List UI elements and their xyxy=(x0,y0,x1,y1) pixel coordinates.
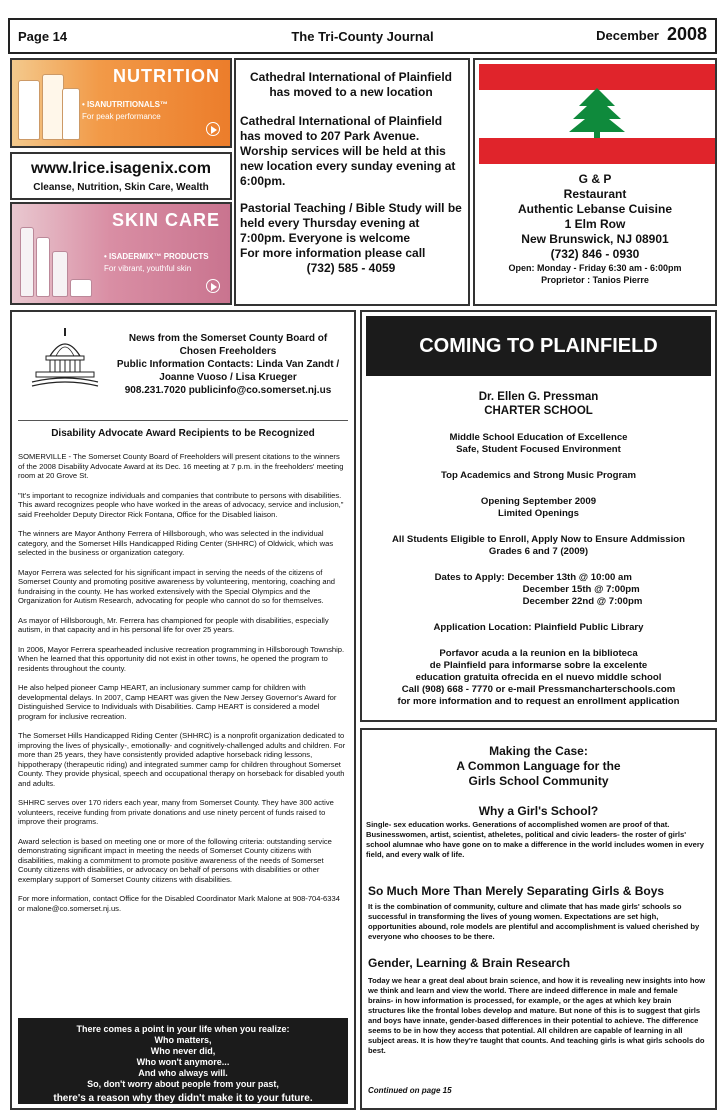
school-description: Middle School Education of Excellence xyxy=(449,432,628,443)
spanish-note: de Plainfield para informarse sobre la excelente xyxy=(429,660,648,671)
cathedral-paragraph: Pastorial Teaching / Bible Study will be held every Thursday evening at 7:00pm. Everyone is welcome xyxy=(240,201,462,245)
article-paragraph: SHHRC serves over 170 riders each year, many from Somerset County. They have 300 active volunteers, receive funding from private donations and use ninety percent of funds raised to improve their programs. xyxy=(18,798,334,826)
section-title: Why a Girl's School? xyxy=(478,804,599,818)
quote-line: There comes a point in your life when you realize: xyxy=(76,1024,290,1034)
spanish-note: education gratuita ofrecida en el nuevo middle school xyxy=(415,672,662,683)
school-openings: Limited Openings xyxy=(497,508,580,519)
quote-line: And who always will. xyxy=(138,1068,228,1078)
heading-line: A Common Language for the xyxy=(456,759,621,773)
lebanon-flag-icon xyxy=(479,64,715,164)
somerset-masthead xyxy=(112,332,344,397)
section-title: So Much More Than Merely Separating Girls & Boys xyxy=(368,884,665,898)
quote-line: Who won't anymore... xyxy=(136,1057,230,1067)
section-body: Today we hear a great deal about brain science, and how it is revealing new insights into how we think and learn and view the world. There are indeed difference in male and female brains- in how information is processed, for example, or the ages at which key brain structures like the frontal lobes develop and mature. But none of this is to suggest that girls and boys have innate, gender-based differences in their potential to achieve. The difference seems to be in how they access that potential. All children are capable of learning in all subject areas. It is how they're taught that counts. And teaching girls is what girls schools do best. xyxy=(368,976,706,1055)
page-number: Page 14 xyxy=(18,29,68,44)
nutrition-ad-product: • ISANUTRITIONALS™ xyxy=(82,100,168,109)
somerset-article xyxy=(10,310,356,1110)
cathedral-headline: Cathedral International of Plainfield has moved to a new location xyxy=(249,70,453,99)
school-opening: Opening September 2009 xyxy=(480,496,597,507)
contact-line: Call (908) 668 - 7770 or e-mail Pressmancharterschools.com xyxy=(401,684,676,695)
product-bottle-icon xyxy=(18,80,40,140)
enrollment-grades: Grades 6 and 7 (2009) xyxy=(488,546,589,557)
charter-details xyxy=(362,390,715,708)
cathedral-paragraph: Cathedral International of Plainfield has moved to 207 Park Avenue. Worship services will be held at this new location every sunday evening at 6:00pm. xyxy=(240,114,456,188)
article-title: Disability Advocate Award Recipients to be Recognized xyxy=(51,428,315,439)
article-paragraph: SOMERVILLE - The Somerset County Board of Freeholders will present citations to the winners of the 2008 Disability Advocate Award at its Dec. 16 meeting at 7 p.m. in the freeholders' meeting room at 20 Grove St. xyxy=(18,452,344,480)
restaurant-city: New Brunswick, NJ 08901 xyxy=(521,232,669,246)
nutrition-ad-tagline: For peak performance xyxy=(82,112,161,121)
product-bottle-icon xyxy=(20,227,34,297)
heading-line: Girls School Community xyxy=(468,774,609,788)
nutrition-ad-heading: NUTRITION xyxy=(113,66,220,86)
article-paragraph: In 2006, Mayor Ferrera spearheaded inclusive recreation programming in Hillsborough Township. When he learned that this opportunity did not exist in other towns, he opened the program to residents throughout the county. xyxy=(18,644,345,673)
product-jar-icon xyxy=(70,279,92,297)
article-paragraph: As mayor of Hillsborough, Mr. Ferrera has championed for people with disabilities, especially autism, in that capacity and in his personal life for over 25 years. xyxy=(18,615,329,634)
isagenix-ad[interactable] xyxy=(10,152,232,200)
spanish-note: Porfavor acuda a la reunion en la biblioteca xyxy=(439,648,638,659)
article-paragraph: He also helped pioneer Camp HEART, an inclusionary summer camp for children with developmental delays. In 2007, Camp HEART was given the New Jersey Governor's Award for Distinguished Service to Individuals with Disabilities. Camp HEART is considered a model program for inclusive recreation. xyxy=(18,683,337,721)
page-header xyxy=(8,18,717,54)
restaurant-details xyxy=(475,172,715,286)
article-paragraph: The winners are Mayor Anthony Ferrera of Hillsborough, who was selected in the individual category, and the Somerset Hills Handicapped Riding Center (SHHRC) of Oldwick, which was selected in the business or organization category. xyxy=(18,529,334,557)
dates-label: Dates to Apply: xyxy=(434,572,505,583)
issue-month: December xyxy=(596,28,659,43)
charter-banner: COMING TO PLAINFIELD xyxy=(366,316,711,376)
enrollment-note: All Students Eligible to Enroll, Apply Now to Ensure Addmission xyxy=(392,534,685,545)
apply-date: December 13th @ 10:00 am xyxy=(507,572,632,583)
skincare-ad-heading: SKIN CARE xyxy=(111,210,220,230)
nutrition-ad[interactable] xyxy=(10,58,232,148)
school-type: CHARTER SCHOOL xyxy=(484,405,593,417)
isagenix-url[interactable]: www.lrice.isagenix.com xyxy=(31,160,211,177)
somerset-board-title: News from the Somerset County Board of Chosen Freeholders xyxy=(128,333,328,357)
skincare-ad-tagline: For vibrant, youthful skin xyxy=(104,264,192,273)
product-bottle-icon xyxy=(42,74,64,140)
product-bottle-icon xyxy=(62,88,80,140)
quote-line: Who never did, xyxy=(150,1046,216,1056)
restaurant-name: G & P xyxy=(578,172,612,186)
quote-box xyxy=(18,1018,348,1104)
cathedral-phone: (732) 585 - 4059 xyxy=(306,261,396,275)
restaurant-hours: Open: Monday - Friday 6:30 am - 6:00pm xyxy=(508,263,682,273)
restaurant-proprietor: Proprietor : Tanios Pierre xyxy=(541,275,649,285)
section-title: Gender, Learning & Brain Research xyxy=(368,956,571,970)
restaurant-street: 1 Elm Row xyxy=(564,217,626,231)
heading-line: Making the Case: xyxy=(489,744,588,758)
skincare-ad[interactable] xyxy=(10,202,232,305)
restaurant-cuisine: Authentic Lebanse Cuisine xyxy=(517,202,673,216)
section-body: It is the combination of community, culture and climate that has made girls' schools so successful in transforming the lives of young women. Expectations are set high, opportunities abound, role models are plentiful and accomplishment is valued cherished by everyone who chooses to be there. xyxy=(368,902,700,941)
apply-dates xyxy=(435,572,643,608)
capitol-dome-icon xyxy=(28,326,102,390)
school-founder: Dr. Ellen G. Pressman xyxy=(478,391,599,403)
somerset-contacts: Public Information Contacts: Linda Van Zandt / Joanne Vuoso / Lisa Krueger xyxy=(116,359,340,383)
isagenix-tagline: Cleanse, Nutrition, Skin Care, Wealth xyxy=(33,182,209,193)
girls-article-heading xyxy=(362,744,715,789)
continued-note[interactable]: Continued on page 15 xyxy=(368,1086,452,1095)
somerset-phone-email: 908.231.7020 publicinfo@co.somerset.nj.us xyxy=(124,385,332,396)
section-body: Single- sex education works. Generations of accomplished women are proof of that. Businesswomen, artist, scientist, atheletes, political and civic leaders- the roster of girls' school alumnae who have gone on to make a difference in the world includes women in every field, and every walk of life. xyxy=(366,820,704,859)
product-bottle-icon xyxy=(36,237,50,297)
issue-year: 2008 xyxy=(666,24,707,44)
school-program: Top Academics and Strong Music Program xyxy=(440,470,637,481)
quote-line: Who matters, xyxy=(154,1035,212,1045)
restaurant-ad xyxy=(473,58,717,306)
article-paragraph: Mayor Ferrera was selected for his significant impact in serving the needs of the citizens of Somerset County and promoting positive awareness by volunteering, mentoring, coaching and fundraising in the county. He has worked extensively with the Special Olympics and the Organization for Autism Research, advocating for people who cannot do so for themselves. xyxy=(18,567,336,605)
article-body xyxy=(18,452,348,923)
quote-last-line: there's a reason why they didn't make it to your future. xyxy=(53,1093,313,1104)
charter-school-ad xyxy=(360,310,717,722)
school-description: Safe, Student Focused Environment xyxy=(456,444,621,455)
apply-date: December 22nd @ 7:00pm xyxy=(522,596,643,607)
article-paragraph: Award selection is based on meeting one or more of the following criteria: outstanding service demonstrating significant impact in meeting the needs of Somerset County citizens with disabilities, making a commitment to promote positive awareness of the needs of Somerset County citizens with disabilities, or advocacy on behalf of persons with disabilities or other exemplary support of Somerset County citizens with disabilities. xyxy=(18,836,332,884)
article-paragraph: The Somerset Hills Handicapped Riding Center (SHHRC) is a nonprofit organization dedicated to improving the lives of physically-, emotionally- and cognitively-challenged adults and children. For more than 25 years, they have consistently provided adaptive horseback riding lessons, hippotherapy (therapeutic riding) and integrated summer camp for children throughout Somerset County. They provide physical, speech and occupational therapy on horseback for disabled youth and adults. xyxy=(18,731,346,788)
product-bottle-icon xyxy=(52,251,68,297)
apply-date: December 15th @ 7:00pm xyxy=(522,584,640,595)
girls-school-article xyxy=(360,728,717,1110)
cathedral-paragraph: For more information please call xyxy=(240,246,426,260)
restaurant-type: Restaurant xyxy=(563,187,627,201)
restaurant-phone: (732) 846 - 0930 xyxy=(550,247,640,261)
article-paragraph: "It's important to recognize individuals and companies that contribute to persons with disabilities. This award recognizes people who have worked in the areas of advocacy, service and inclusion," said Freeholder Deputy Director Rick Fontana, Office for the Disabled liaison. xyxy=(18,490,344,519)
skincare-ad-product: • ISADERMIX™ PRODUCTS xyxy=(104,252,209,261)
divider xyxy=(18,420,348,421)
cathedral-notice xyxy=(234,58,470,306)
article-paragraph: For more information, contact Office for the Disabled Coordinator Mark Malone at 908-704-6334 or malone@co.somerset.nj.us. xyxy=(18,894,340,913)
play-icon[interactable] xyxy=(206,279,220,293)
contact-line: for more information and to request an enrollment application xyxy=(397,696,680,707)
application-location: Application Location: Plainfield Public Library xyxy=(433,622,644,633)
quote-line: So, don't worry about people from your past, xyxy=(87,1079,279,1089)
play-icon[interactable] xyxy=(206,122,220,136)
publication-title: The Tri-County Journal xyxy=(291,29,434,44)
